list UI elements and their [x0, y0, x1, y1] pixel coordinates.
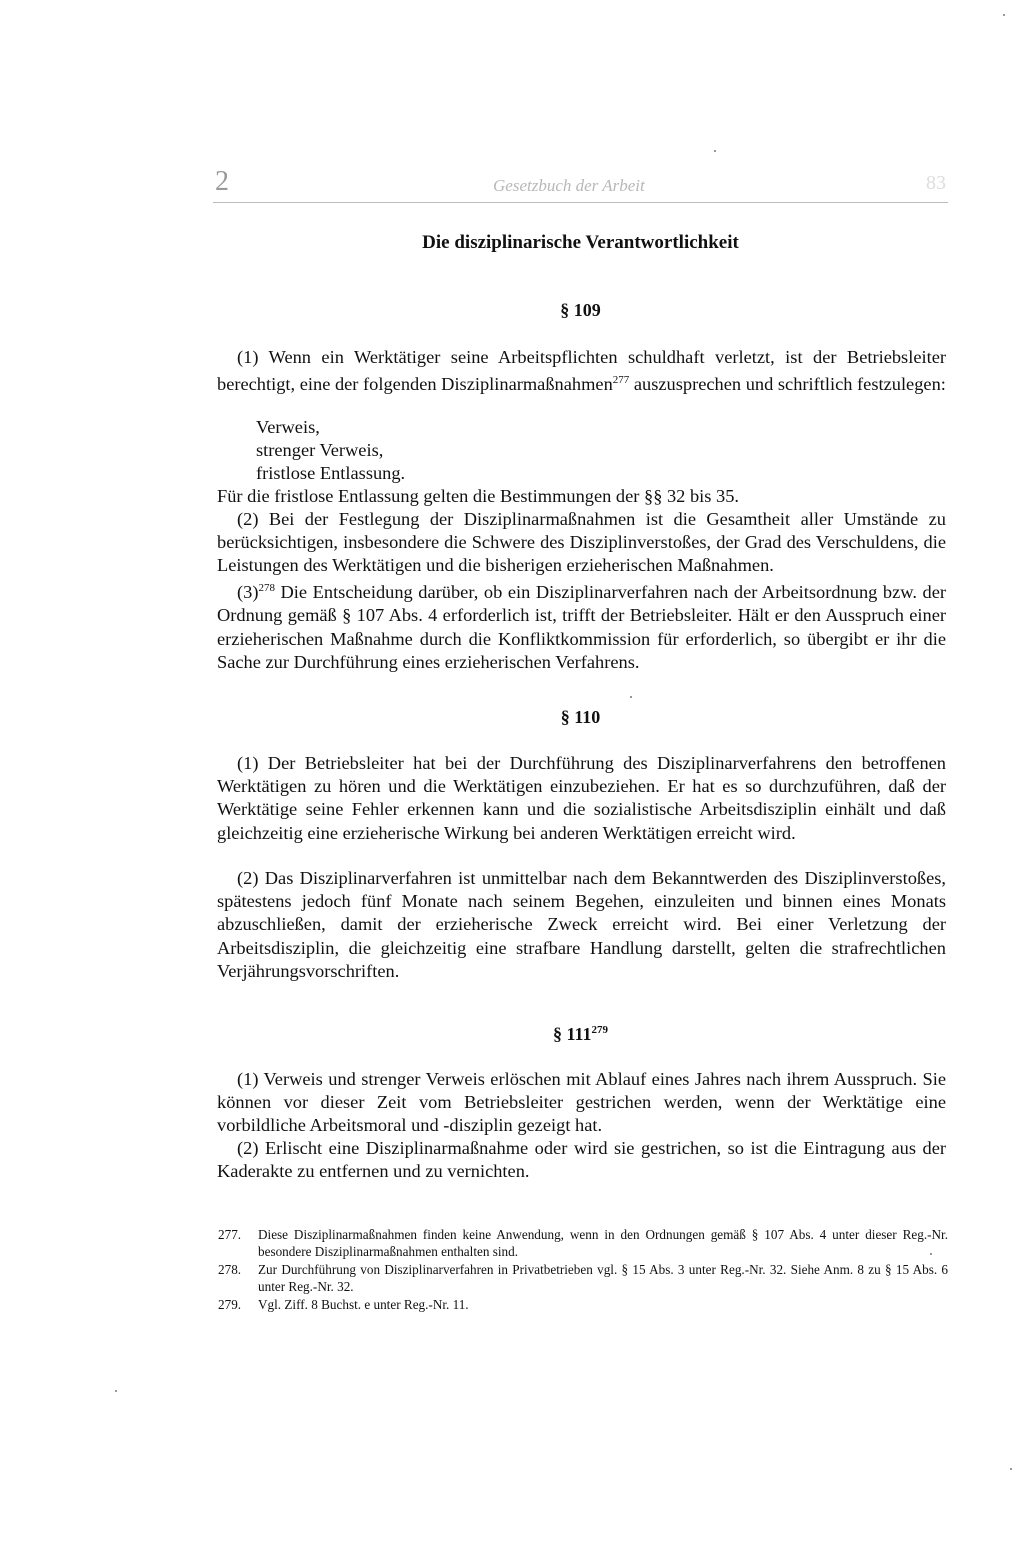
s109-p1-text: (1) Wenn ein Werktätiger seine Arbeitspflichten schuldhaft verletzt, ist der Betriebsleiter berechtigt, eine der folgenden Disziplinarmaßnahmen [217, 347, 946, 395]
s109-p3-text: Die Entscheidung darüber, ob ein Disziplinarverfahren nach der Arbeitsordnung bzw. der Ordnung gemäß § 107 Abs. 4 erforderlich ist, trifft der Betriebsleiter. Hält er den Ausspruch einer erzieherischen Maßnahme durch die Konfliktkommission für erforderlich, so übergibt er ihr die Sache zur Durchführung eines erzieherischen Verfahrens. [217, 582, 946, 672]
footnote-ref-279: 279 [591, 1024, 608, 1036]
page-header [213, 162, 948, 203]
footnote-text: Zur Durchführung von Disziplinarverfahren in Privatbetrieben vgl. § 15 Abs. 3 unter Reg.-Nr. 32. Siehe Anm. 8 zu § 15 Abs. 6 unter Reg.-Nr. 32. [258, 1262, 948, 1295]
list-item: strenger Verweis, [256, 440, 384, 461]
footnote-277 [218, 1226, 948, 1260]
page-number: 2 [215, 166, 229, 197]
s109-p3-start: (3) [237, 582, 259, 603]
footnote-number: 277. [218, 1227, 242, 1242]
footnote-278 [218, 1261, 948, 1295]
s111-paragraph-1: (1) Verweis und strenger Verweis erlöschen mit Ablauf eines Jahres nach ihrem Ausspruch. Sie können vor dieser Zeit vom Betriebsleiter gestrichen werden, wenn der Werktätige eine vorbildliche Arbeitsmoral und -disziplin gezeigt hat. [217, 1069, 946, 1136]
scan-speck [115, 1390, 117, 1392]
scan-speck [714, 150, 716, 152]
section-heading-111 [213, 1024, 948, 1045]
section-heading-110: § 110 [560, 707, 601, 727]
s111-paragraph-2: (2) Erlischt eine Disziplinarmaßnahme oder wird sie gestrichen, so ist die Eintragung aus der Kaderakte zu entfernen und zu vernichten. [217, 1138, 946, 1182]
footnote-text: Diese Disziplinarmaßnahmen finden keine Anwendung, wenn in den Ordnungen gemäß § 107 Abs. 4 unter dieser Reg.-Nr. besondere Disziplinarmaßnahmen enthalten sind. [258, 1227, 948, 1260]
footnote-number: 279. [218, 1297, 242, 1312]
s109-paragraph-1 [217, 346, 946, 397]
chapter-title: Die disziplinarische Verantwortlichkeit [422, 232, 739, 253]
scan-speck [1010, 1468, 1012, 1470]
footnote-text: Vgl. Ziff. 8 Buchst. e unter Reg.-Nr. 11. [258, 1297, 469, 1312]
scan-speck [930, 1253, 932, 1255]
s109-paragraph-3 [217, 577, 946, 674]
footnote-ref-277: 277 [612, 374, 630, 387]
scan-speck [1003, 14, 1005, 16]
s111-heading-text: § 111 [552, 1024, 592, 1044]
s110-paragraph-1: (1) Der Betriebsleiter hat bei der Durchführung des Disziplinarverfahrens den betroffenen Werktätigen zu hören und die Werktätigen einzubeziehen. Er hat es so durchzuführen, daß der Werktätige seine Fehler erkennen kann und die sozialistische Arbeitsdisziplin einhält und daß gleichzeitig eine erzieherische Wirkung bei anderen Werktätigen erreicht wird. [217, 753, 946, 843]
s110-paragraph-2: (2) Das Disziplinarverfahren ist unmittelbar nach dem Bekanntwerden des Disziplinverstoßes, spätestens jedoch fünf Monate nach seinem Begehen, einzuleiten und binnen eines Monats abzuschließen, damit der erzieherische Zweck erreicht wird. Bei einer Verletzung der Arbeitsdisziplin, die gleichzeitig eine strafbare Handlung darstellt, gelten die strafrechtlichen Verjährungsvorschriften. [217, 868, 946, 981]
scan-speck [630, 696, 632, 698]
list-item: Verweis, [256, 417, 320, 437]
s109-measure-list [256, 416, 405, 486]
list-item: fristlose Entlassung. [256, 463, 406, 484]
footnote-ref-278: 278 [258, 582, 275, 594]
footnote-number: 278. [218, 1262, 242, 1277]
s109-p1-end: auszusprechen und schriftlich festzulegen: [629, 374, 946, 395]
header-right-mark: 83 [926, 172, 946, 194]
footnote-279 [218, 1296, 948, 1313]
section-heading-109: § 109 [560, 300, 601, 320]
running-title: Gesetzbuch der Arbeit [493, 176, 645, 195]
s109-paragraph-2: (2) Bei der Festlegung der Disziplinarmaßnahmen ist die Gesamtheit aller Umstände zu berücksichtigen, insbesondere die Schwere des Disziplinverstoßes, der Grad des Verschuldens, die Leistungen des Werktätigen und die bisherigen erzieherischen Maßnahmen. [217, 509, 946, 576]
s109-p1-after: Für die fristlose Entlassung gelten die Bestimmungen der §§ 32 bis 35. [217, 486, 740, 506]
